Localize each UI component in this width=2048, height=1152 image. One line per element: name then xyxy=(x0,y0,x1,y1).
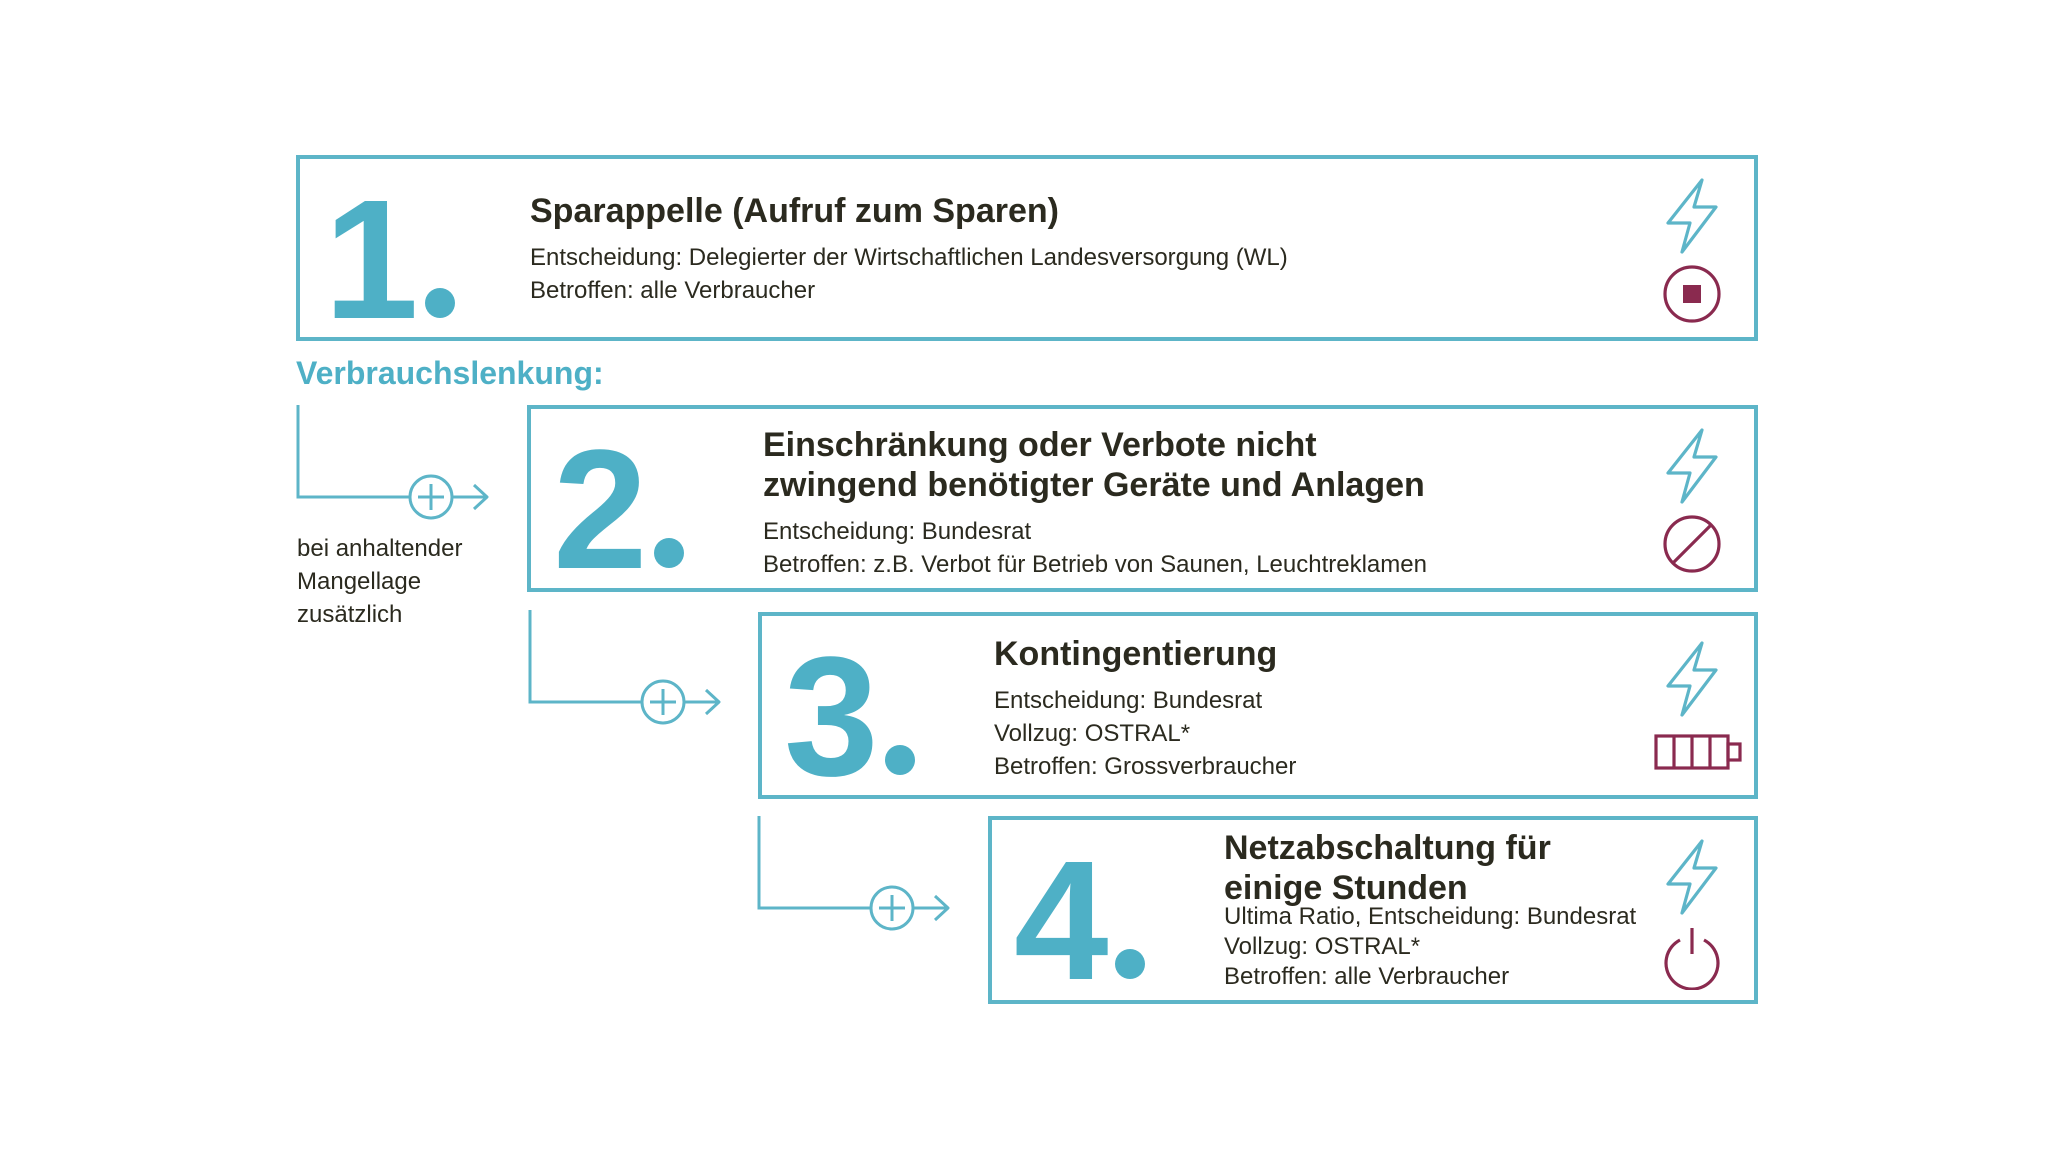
step-3-details xyxy=(994,684,1296,783)
step-2-line-1: Entscheidung: Bundesrat xyxy=(763,518,1032,545)
step-1-number: 1 xyxy=(324,175,455,345)
step-2-details xyxy=(763,515,1427,581)
step-1-box xyxy=(296,155,1758,355)
step-3-box xyxy=(758,612,1758,812)
side-note-line-2: Mangellage xyxy=(297,568,422,595)
battery-icon xyxy=(1654,732,1744,772)
connector-arrow-3 xyxy=(755,816,955,936)
side-note-line-3: zusätzlich xyxy=(297,601,403,628)
side-note xyxy=(297,532,462,631)
step-1-title: Sparappelle (Aufruf zum Sparen) xyxy=(530,192,1059,230)
step-2-box xyxy=(527,405,1758,605)
side-note-line-1: bei anhaltender xyxy=(297,535,463,562)
step-2-title: Einschränkung oder Verbote nicht zwingend benötigter Geräte und Anlagen xyxy=(763,426,1425,504)
step-1-details xyxy=(530,241,1288,307)
lightning-icon xyxy=(1662,640,1722,718)
step-1-line-1: Entscheidung: Delegierter der Wirtschaftlichen Landesversorgung (WL) xyxy=(530,244,1288,271)
step-4-line-2: Vollzug: OSTRAL* xyxy=(1224,933,1421,960)
connector-arrow-1 xyxy=(294,405,494,525)
lightning-icon xyxy=(1662,177,1722,255)
step-4-line-3: Betroffen: alle Verbraucher xyxy=(1224,963,1510,990)
connector-arrow-2 xyxy=(526,610,726,730)
step-3-line-3: Betroffen: Grossverbraucher xyxy=(994,753,1297,780)
step-2-line-2: Betroffen: z.B. Verbot für Betrieb von Saunen, Leuchtreklamen xyxy=(763,551,1427,578)
step-4-number: 4 xyxy=(1014,836,1145,1006)
step-3-line-1: Entscheidung: Bundesrat xyxy=(994,687,1263,714)
step-3-number: 3 xyxy=(784,632,915,802)
step-2-number: 2 xyxy=(553,425,684,595)
step-4-details xyxy=(1224,902,1636,992)
step-4-box xyxy=(988,816,1758,1016)
step-3-title: Kontingentierung xyxy=(994,635,1278,673)
section-subheading: Verbrauchslenkung: xyxy=(296,355,604,391)
step-3-line-2: Vollzug: OSTRAL* xyxy=(994,720,1191,747)
power-icon xyxy=(1660,924,1724,990)
step-4-line-1: Ultima Ratio, Entscheidung: Bundesrat xyxy=(1224,903,1637,930)
lightning-icon xyxy=(1662,427,1722,505)
prohibited-icon xyxy=(1661,513,1723,575)
stop-icon xyxy=(1661,263,1723,325)
lightning-icon xyxy=(1662,838,1722,916)
step-4-title: Netzabschaltung für einige Stunden xyxy=(1224,829,1551,907)
step-1-line-2: Betroffen: alle Verbraucher xyxy=(530,277,816,304)
